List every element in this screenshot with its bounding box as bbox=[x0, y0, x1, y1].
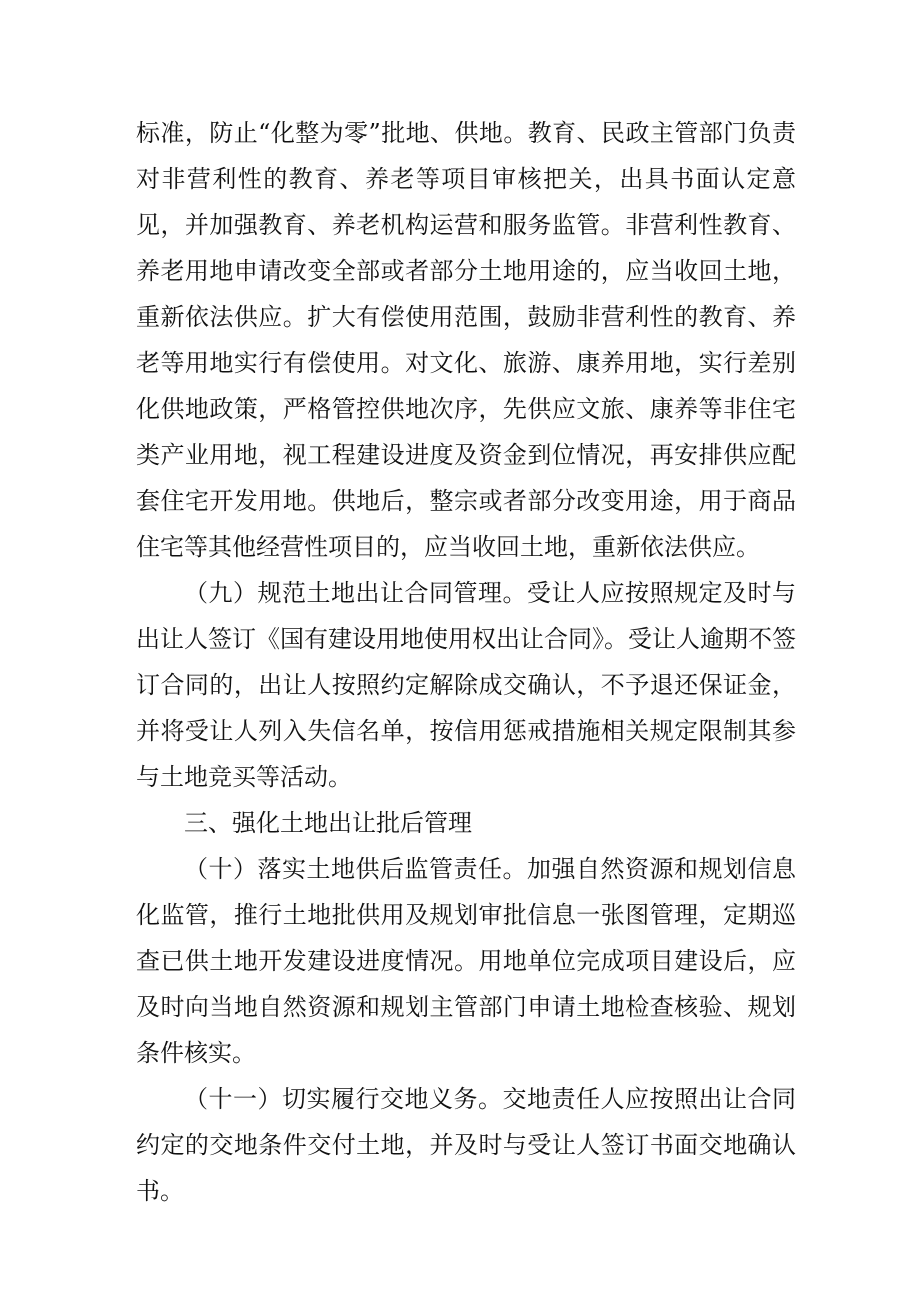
document-page bbox=[136, 110, 796, 1214]
body-paragraph: 标准，防止“化整为零”批地、供地。教育、民政主管部门负责对非营利性的教育、养老等项目审核把关，出具书面认定意见，并加强教育、养老机构运营和服务监管。非营利性教育、养老用地申请改变全部或者部分土地用途的，应当收回土地，重新依法供应。扩大有偿使用范围，鼓励非营利性的教育、养老等用地实行有偿使用。对文化、旅游、康养用地，实行差别化供地政策，严格管控供地次序，先供应文旅、康养等非住宅类产业用地，视工程建设进度及资金到位情况，再安排供应配套住宅开发用地。供地后，整宗或者部分改变用途，用于商品住宅等其他经营性项目的，应当收回土地，重新依法供应。 bbox=[136, 119, 796, 561]
section-nine-paragraph: （九）规范土地出让合同管理。受让人应按照规定及时与出让人签订《国有建设用地使用权出让合同》。受让人逾期不签订合同的，出让人按照约定解除成交确认，不予退还保证金，并将受让人列入失信名单，按信用惩戒措施相关规定限制其参与土地竞买等活动。 bbox=[136, 579, 796, 791]
section-three-heading: 三、强化土地出让批后管理 bbox=[184, 809, 472, 837]
section-ten-paragraph: （十）落实土地供后监管责任。加强自然资源和规划信息化监管，推行土地批供用及规划审批信息一张图管理，定期巡查已供土地开发建设进度情况。用地单位完成项目建设后，应及时向当地自然资源和规划主管部门申请土地检查核验、规划条件核实。 bbox=[136, 855, 796, 1067]
section-eleven-paragraph: （十一）切实履行交地义务。交地责任人应按照出让合同约定的交地条件交付土地，并及时与受让人签订书面交地确认书。 bbox=[136, 1085, 796, 1205]
